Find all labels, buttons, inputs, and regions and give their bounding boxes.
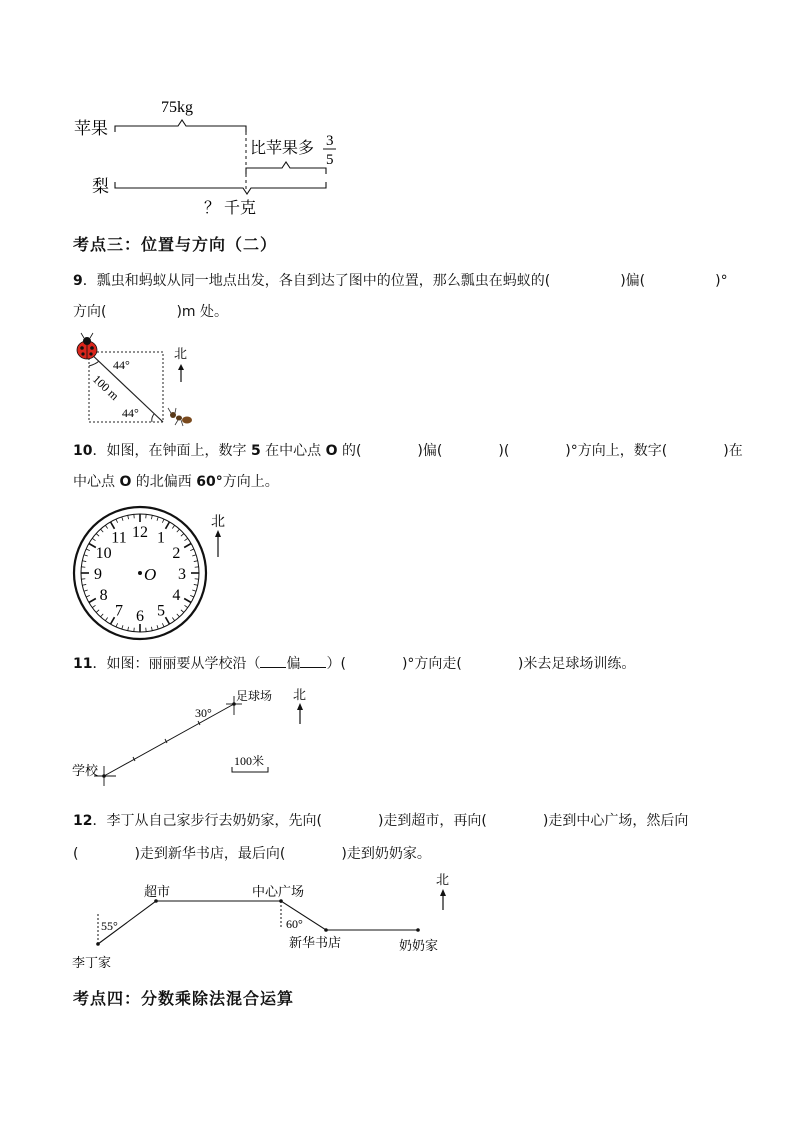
clock-tick [101,614,104,617]
clock-tick [194,561,198,562]
fraction-denominator: 5 [326,152,334,168]
clock-tick [116,519,118,523]
clock-tick [162,623,164,627]
north-label: 北 [174,346,188,361]
clock-tick [96,534,99,537]
clock-tick [184,544,191,548]
question-9-number: 9 [73,273,83,289]
pear-brace [115,182,326,194]
clock-tick [92,605,95,607]
route-path [98,901,418,944]
distance-label: 100 m [89,371,122,403]
clock-tick [84,555,88,556]
north-label: 北 [211,515,225,530]
more-than-apple-label: 比苹果多 [250,140,315,157]
clock-tick [111,522,115,529]
question-10-number: 10 [73,443,93,459]
clock-tick [157,625,158,629]
clock-tick [184,599,191,603]
angle-1-label: 55° [101,919,118,933]
field-label: 足球场 [236,689,273,703]
route-line [104,704,234,776]
clock-tick [190,595,194,597]
market-point [154,899,158,903]
clock-number: 5 [157,602,165,620]
clock-center-dot [138,571,142,575]
grandma-label: 奶奶家 [399,938,439,953]
clock-tick [122,517,123,521]
ladybug-ant-figure [68,330,208,428]
school-label: 学校 [72,763,99,778]
apple-weight-label: 75kg [161,99,193,116]
clock-number: 2 [172,545,181,562]
clock-tick [181,534,184,537]
clock-tick [181,610,184,613]
home-point [96,942,100,946]
school-field-figure [68,683,328,788]
clock-tick [192,555,196,556]
clock-tick [177,614,180,617]
clock-tick [92,538,95,540]
clock-tick [84,590,88,591]
q11-blank-2[interactable] [300,653,326,668]
pear-unknown-label: ？ 千克 [204,200,257,217]
angle-arc-bottom [152,414,154,422]
clock-number: 8 [99,587,108,604]
clock-tick [184,605,187,607]
clock-number: 6 [136,608,144,625]
school-point [102,774,106,778]
clock-tick [190,549,194,551]
clock-tick [116,623,118,627]
clock-number: 11 [111,529,127,547]
clock-tick [172,617,174,620]
question-10-line-1: 10．如图，在钟面上，数字 5 在中心点 O 的( )偏( )( )°方向上，数字( )在 [73,443,743,459]
clock-tick [82,584,86,585]
clock-tick [101,529,104,532]
clock-number: 7 [115,602,123,620]
apple-brace [115,120,246,132]
angle-top-label: 44° [113,358,130,372]
clock-tick [177,529,180,532]
north-label: 北 [436,872,450,887]
clock-tick [89,599,96,603]
bookstore-label: 新华书店 [289,935,342,950]
clock-tick [128,627,129,631]
q11-blank-1[interactable] [260,653,286,668]
fruit-comparison-figure [68,92,358,222]
pear-label: 梨 [92,177,109,196]
question-11-line: 11．如图：丽丽要从学校沿（ 偏 ）( )°方向走( )米去足球场训练。 [73,653,635,674]
question-12-line-2: ( )走到新华书店，最后向( )走到奶奶家。 [73,846,431,862]
clock-center-label: O [144,565,157,584]
clock-tick [166,522,170,529]
angle-2-label: 60° [286,917,303,931]
clock-tick [184,538,187,540]
clock-tick [86,595,90,597]
ant-icon [168,408,192,426]
angle-label: 30° [195,706,212,720]
angle-arc-top [89,361,99,366]
clock-tick [96,610,99,613]
angle-bottom-label: 44° [122,406,139,420]
clock-number: 1 [157,529,165,547]
clock-figure [70,505,270,641]
clock-tick [122,625,123,629]
clock-tick [128,515,129,519]
clock-number: 9 [94,566,102,583]
clock-tick [111,617,115,624]
question-9-line-2: 方向( )m 处。 [73,304,229,320]
bookstore-point [324,928,328,932]
clock-tick [166,617,170,624]
clock-tick [82,561,86,562]
clock-number: 4 [172,587,181,604]
ladybug-icon [77,333,97,359]
grandma-point [416,928,420,932]
question-9-line-1: 9．瓢虫和蚂蚁从同一地点出发，各自到达了图中的位置，那么瓢虫在蚂蚁的( )偏( )° [73,273,728,289]
extra-brace [246,162,326,174]
clock-number: 12 [132,524,148,541]
market-label: 超市 [144,884,171,899]
home-label: 李丁家 [72,955,112,970]
clock-tick [162,519,164,523]
question-12-number: 12 [73,813,93,829]
clock-tick [192,590,196,591]
clock-tick [151,515,152,519]
question-11-number: 11 [73,656,93,672]
clock-number: 3 [178,566,186,583]
clock-tick [86,549,90,551]
section-4-heading: 考点四：分数乘除法混合运算 [73,989,295,1008]
clock-tick [105,525,107,528]
route-map-figure [68,868,458,973]
question-12-line-1: 12．李丁从自己家步行去奶奶家，先向( )走到超市，再向( )走到中心广场，然后向 [73,813,689,829]
plaza-point [279,899,283,903]
clock-tick [157,517,158,521]
apple-label: 苹果 [74,119,108,138]
clock-tick [151,627,152,631]
scale-label: 100米 [234,754,265,768]
fraction-numerator: 3 [326,133,334,149]
section-3-heading: 考点三：位置与方向（二） [73,235,278,254]
clock-number: 10 [95,545,112,562]
north-label: 北 [293,687,307,702]
plaza-label: 中心广场 [252,884,305,899]
question-10-line-2: 中心点 O 的北偏西 60°方向上。 [73,474,279,490]
clock-tick [194,584,198,585]
clock-tick [172,525,174,528]
clock-tick [105,617,107,620]
